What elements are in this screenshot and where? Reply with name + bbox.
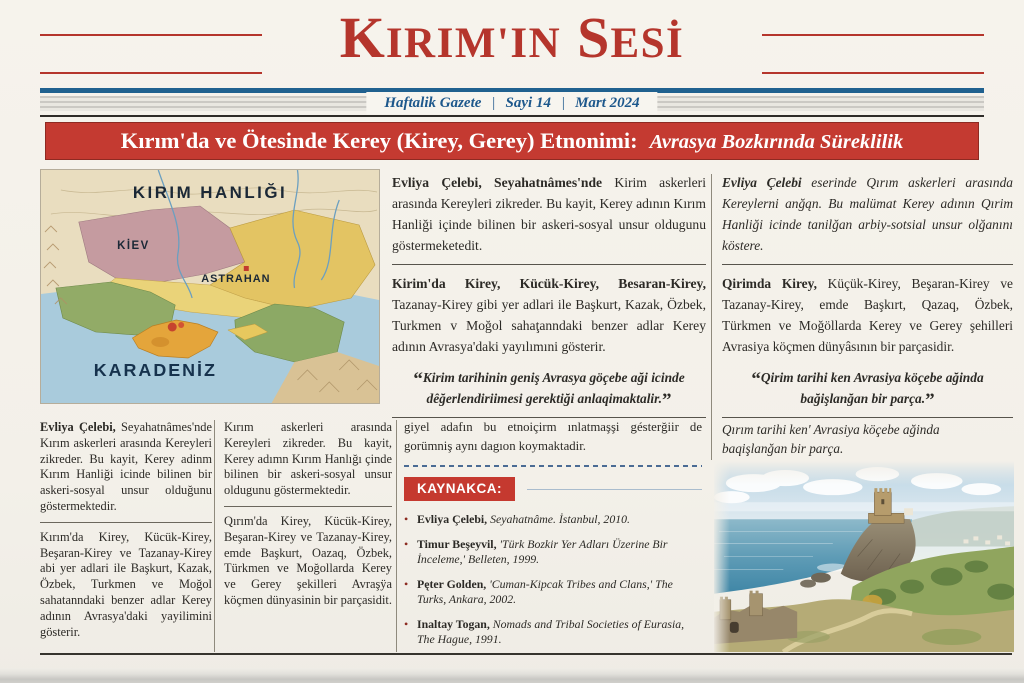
column-top-middle xyxy=(392,172,706,426)
headline-banner xyxy=(45,122,979,160)
map-kiev-label: KİEV xyxy=(117,239,150,253)
column-divider xyxy=(711,174,712,460)
paragraph-text: Tazanay-Kirey gibi yer adlari ile Başkurt, Kazak, Özbek, Turkmen v Moğol sahaţanndaki benzer adlar Kerey adının Avrasya'daki yayılımıni gösterir. xyxy=(392,297,706,354)
continuation-text: giyel adafın bu etnoiçirm ınlatmaşşi gésterğiir de gorümniş aynı dagıon koymaktadir. xyxy=(404,420,702,453)
column-bottom-3 xyxy=(404,418,702,657)
column-top-right xyxy=(722,172,1013,426)
subhead-label xyxy=(366,92,657,114)
close-quote-icon: ” xyxy=(925,390,935,411)
paragraph-text: Seyahatnâmes'nde Kırım askerleri arasında Kereyleri zikreder. Bu kayit, Kerey adinm Kırım Hanliği icinde bilinen bir askeri-sosyal unsur olduğunu göstermektedir. xyxy=(40,420,212,513)
headline-main: Kırım'da ve Ötesinde Kerey (Kirey, Gerey) Etnonimi: xyxy=(120,128,638,153)
paragraph-lead: Evliya Çelebi, xyxy=(40,420,116,434)
column-divider xyxy=(214,420,215,652)
column-bottom-2 xyxy=(224,420,392,609)
column-bottom-1 xyxy=(40,420,212,640)
paragraph xyxy=(40,420,212,515)
open-quote-icon: “ xyxy=(413,369,423,390)
subhead-date: Mart 2024 xyxy=(575,95,640,111)
subhead-gazette: Haftalik Gazete xyxy=(384,95,482,111)
masthead-rule-left-bottom xyxy=(40,72,262,74)
reference-author: Evliya Çelebi, xyxy=(417,512,488,526)
map-astrahan-label: ASTRAHAN xyxy=(201,272,271,286)
reference-author: Timur Beşeyvil, xyxy=(417,537,497,551)
paragraph: Kırım askerleri arasında Kereyleri zikreder. Bu kayit, Kerey adımn Kırım Hanlığı çinde bilinen bir askeri-sosyal unsur oldugunu göstermektedir. xyxy=(224,420,392,498)
caption-text: Qırım tarihi ken' Avrasiya köçebe ağinda baqişlanğan bir parça. xyxy=(722,422,940,456)
masthead-word2-rest: ESİ xyxy=(610,20,685,67)
column-rule xyxy=(392,264,706,265)
page-edge-shadow xyxy=(0,668,1024,683)
paragraph-text: Küçük-Kirey, Beşaran-Kirey ve Tazanay-Kirey, emde Başkırt, Qazaq, Özbek, Türkmen ve Moğöllarda Kerey ve Gerey şehilleri Avrasiya köçmen dünyâsının bir parçasidir. xyxy=(722,276,1014,354)
reference-detail: 'Cuman-Kipcak Tribes and Clans,' The Turks, Ankara, 2002. xyxy=(417,577,673,606)
headline-sub: Avrasya Bozkırında Süreklilik xyxy=(649,131,904,153)
column-rule xyxy=(722,264,1013,265)
paragraph-text: Kirim askerleri arasında Kereyleri zikreder. Bu kayit, Kerey adının Kırım Hanliği içinde bilinen bir askeri-sosyal unsur oldugunu göstermeketedit. xyxy=(392,175,706,253)
column-rule xyxy=(722,417,1013,418)
paragraph-text: eserinde Qırım askerleri arasında Kereylerni anğąn. Bu malümat Kerey adının Qırim Hanliği icinde tanilğan arbiy-sotsial unsur olğanını köstere. xyxy=(722,175,1013,253)
kaynakca-rule xyxy=(527,489,702,490)
column-rule xyxy=(40,522,212,523)
map-title-label: KIRIM HANLIĞI xyxy=(132,182,288,203)
paragraph-lead: Evliya Çelebi xyxy=(722,175,802,190)
reference-author: Inaltay Togan, xyxy=(417,617,490,631)
paragraph-lead: Evliya Çelebi, Seyahatnâmes'nde xyxy=(392,175,603,190)
reference-item xyxy=(404,577,702,607)
column-bottom-4-caption xyxy=(722,420,1008,458)
map-karadeniz-label: KARADENİZ xyxy=(93,359,217,381)
paragraph xyxy=(722,172,1013,256)
reference-detail: 'Türk Bozkir Yer Adları Üzerine Bir İnceleme,' Belleten, 1999. xyxy=(417,537,668,566)
paragraph xyxy=(392,273,706,357)
paragraph xyxy=(392,172,706,256)
masthead-rule-right-bottom xyxy=(762,72,984,74)
quote-text: Qirim tarihi ken Avrasiya köçebe ağinda bağişlanğan bir parça. xyxy=(760,370,984,406)
column-divider xyxy=(396,420,397,652)
paragraph: Kırım'da Kirey, Kücük-Kirey, Beşaran-Kirey ve Tazanay-Kirey abi yer adlari ile Başkurt, Kazak, Özbek, Turkmen ve Moğol sahatanndaki benzer adlar Kerey adının Avrasya'daki yayilimini gösterir. xyxy=(40,529,212,639)
subhead-band xyxy=(40,96,984,111)
reference-item xyxy=(404,617,702,647)
open-quote-icon: “ xyxy=(751,369,761,390)
close-quote-icon: ” xyxy=(661,390,672,411)
reference-detail: Nomads and Tribal Societies of Eurasia, The Hague, 1991. xyxy=(417,617,685,646)
masthead-title xyxy=(0,4,1024,71)
map-astrahan-marker xyxy=(244,266,249,271)
paragraph-lead: Kirim'da Kirey, Kücük-Kirey, Besaran-Kirey, xyxy=(392,276,706,291)
reference-item xyxy=(404,537,702,567)
crimea-khanate-map xyxy=(41,170,379,403)
masthead-word1-rest: IRIM'IN xyxy=(385,20,562,67)
subhead-separator: | xyxy=(491,95,496,111)
reference-list xyxy=(404,512,702,647)
column-rule xyxy=(224,506,392,507)
subhead-issue: Sayi 14 xyxy=(505,95,551,111)
paragraph-lead: Qirimda Kirey, xyxy=(722,276,817,291)
pull-quote xyxy=(728,367,1007,409)
subhead-separator: | xyxy=(560,95,566,111)
paragraph xyxy=(722,273,1013,357)
reference-author: Pęter Golden, xyxy=(417,577,487,591)
kaynakca-badge: KAYNAKCA: xyxy=(404,477,515,501)
coast-fortress-illustration xyxy=(714,461,1014,652)
black-rule xyxy=(40,115,984,117)
quote-text: Kirim tarihinin geniş Avrasya göçebe aği icinde dêğerlendiriimesi gerektiği anlaqimaktalir. xyxy=(422,370,685,406)
page-bottom-rule xyxy=(40,653,1012,655)
dashed-rule xyxy=(404,465,702,467)
map-figure xyxy=(40,169,380,404)
reference-item xyxy=(404,512,702,527)
masthead-word1-initial: K xyxy=(339,5,386,70)
masthead-word2-initial: S xyxy=(577,5,611,70)
pull-quote xyxy=(398,367,700,409)
coast-fortress-photo xyxy=(714,461,1014,652)
paragraph: Qırım'da Kirey, Kücük-Kirey, Beşaran-Kirey ve Tazanay-Kirey, emde Başkurt, Oazaq, Özbek, Türkmen ve Moğollarda Kerey ve Gerey şekilleri Avraşÿa köçmen dünyasinin bir parçasidit. xyxy=(224,513,392,607)
bibliography-header xyxy=(404,477,702,501)
reference-detail: Seyahatnâme. İstanbul, 2010. xyxy=(487,512,630,526)
